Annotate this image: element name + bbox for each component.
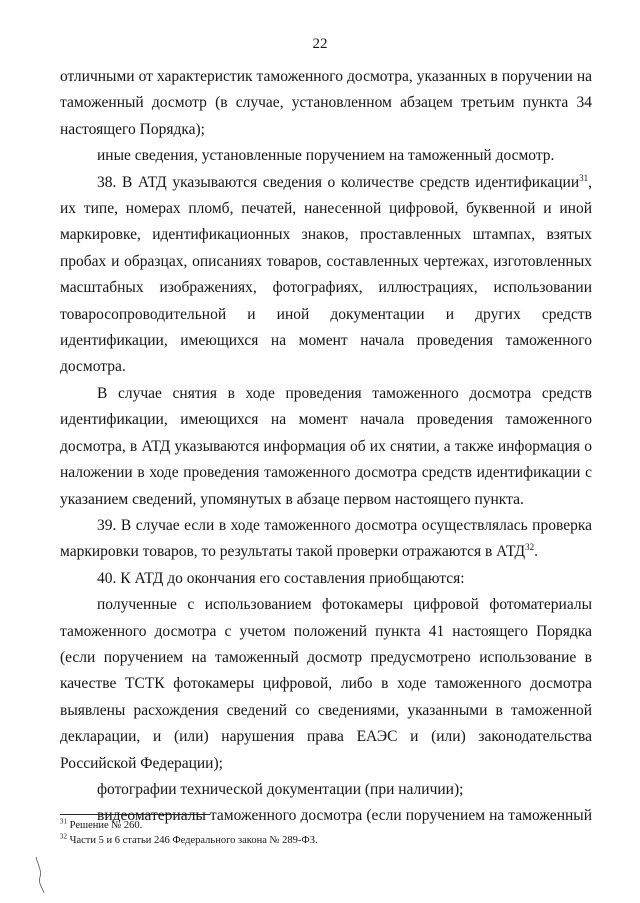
- paragraph: полученные с использованием фотокамеры цифровой фотоматериалы таможенного досмотра с учетом положений пункта 41 настоящего Порядка (если поручением на таможенный досмотр предусмотрено использование в качестве ТСТК фотокамеры цифровой, либо в ходе таможенного досмотра выявлены расхождения сведений со сведениями, указанными в таможенной декларации, и (или) нарушения права ЕАЭС и (или) законодательства Российской Федерации);: [60, 596, 592, 772]
- paragraph: 39. В случае если в ходе таможенного досмотра осуществлялась проверка маркировки товаров, то результаты такой проверки отражаются в АТД$^{32}$.: [60, 516, 592, 561]
- paragraph: 40. К АТД до окончания его составления приобщаются:: [97, 569, 465, 587]
- paragraph: 38. В АТД указываются сведения о количестве средств идентификации$^{31}$, их типе, номерах пломб, печатей, нанесенной цифровой, буквенной и иной маркировке, идентификационных знаков, проставленных штампах, взятых пробах и образцах, описаниях товаров, составленных чертежах, изготовленных масштабных изображениях, фотографиях, иллюстрациях, использовании товаросопроводительной и иной документации и других средств идентификации, имеющихся на момент начала проведения таможенного досмотра.: [60, 172, 592, 376]
- footnotes: [60, 818, 592, 848]
- paragraph: отличными от характеристик таможенного досмотра, указанных в поручении на таможенный досмотр (в случае, установленном абзацем третьим пункта 34 настоящего Порядка);: [60, 68, 592, 138]
- footnote-ref: 31: [579, 172, 589, 183]
- document-body: [60, 64, 592, 830]
- paragraph: фотографии технической документации (при наличии);: [97, 780, 464, 798]
- footnote-separator: [60, 814, 210, 815]
- pen-mark: [30, 855, 50, 895]
- footnote: $^{31}$ Решение № 260.: [60, 817, 143, 831]
- footnote: $^{32}$ Части 5 и 6 статьи 246 Федерального закона № 289-ФЗ.: [60, 832, 318, 846]
- paragraph: иные сведения, установленные поручением на таможенный досмотр.: [97, 147, 555, 165]
- paragraph: В случае снятия в ходе проведения таможенного досмотра средств идентификации, имеющихся на момент начала проведения таможенного досмотра, в АТД указываются информация об их снятии, а также информация о наложении в ходе проведения таможенного досмотра средств идентификации с указанием сведений, упомянутых в абзаце первом настоящего пункта.: [60, 384, 592, 508]
- page-number: 22: [312, 36, 328, 52]
- footnote-ref: 32: [525, 542, 535, 553]
- paragraph: видеоматериалы таможенного досмотра (если поручением на таможенный: [97, 807, 592, 825]
